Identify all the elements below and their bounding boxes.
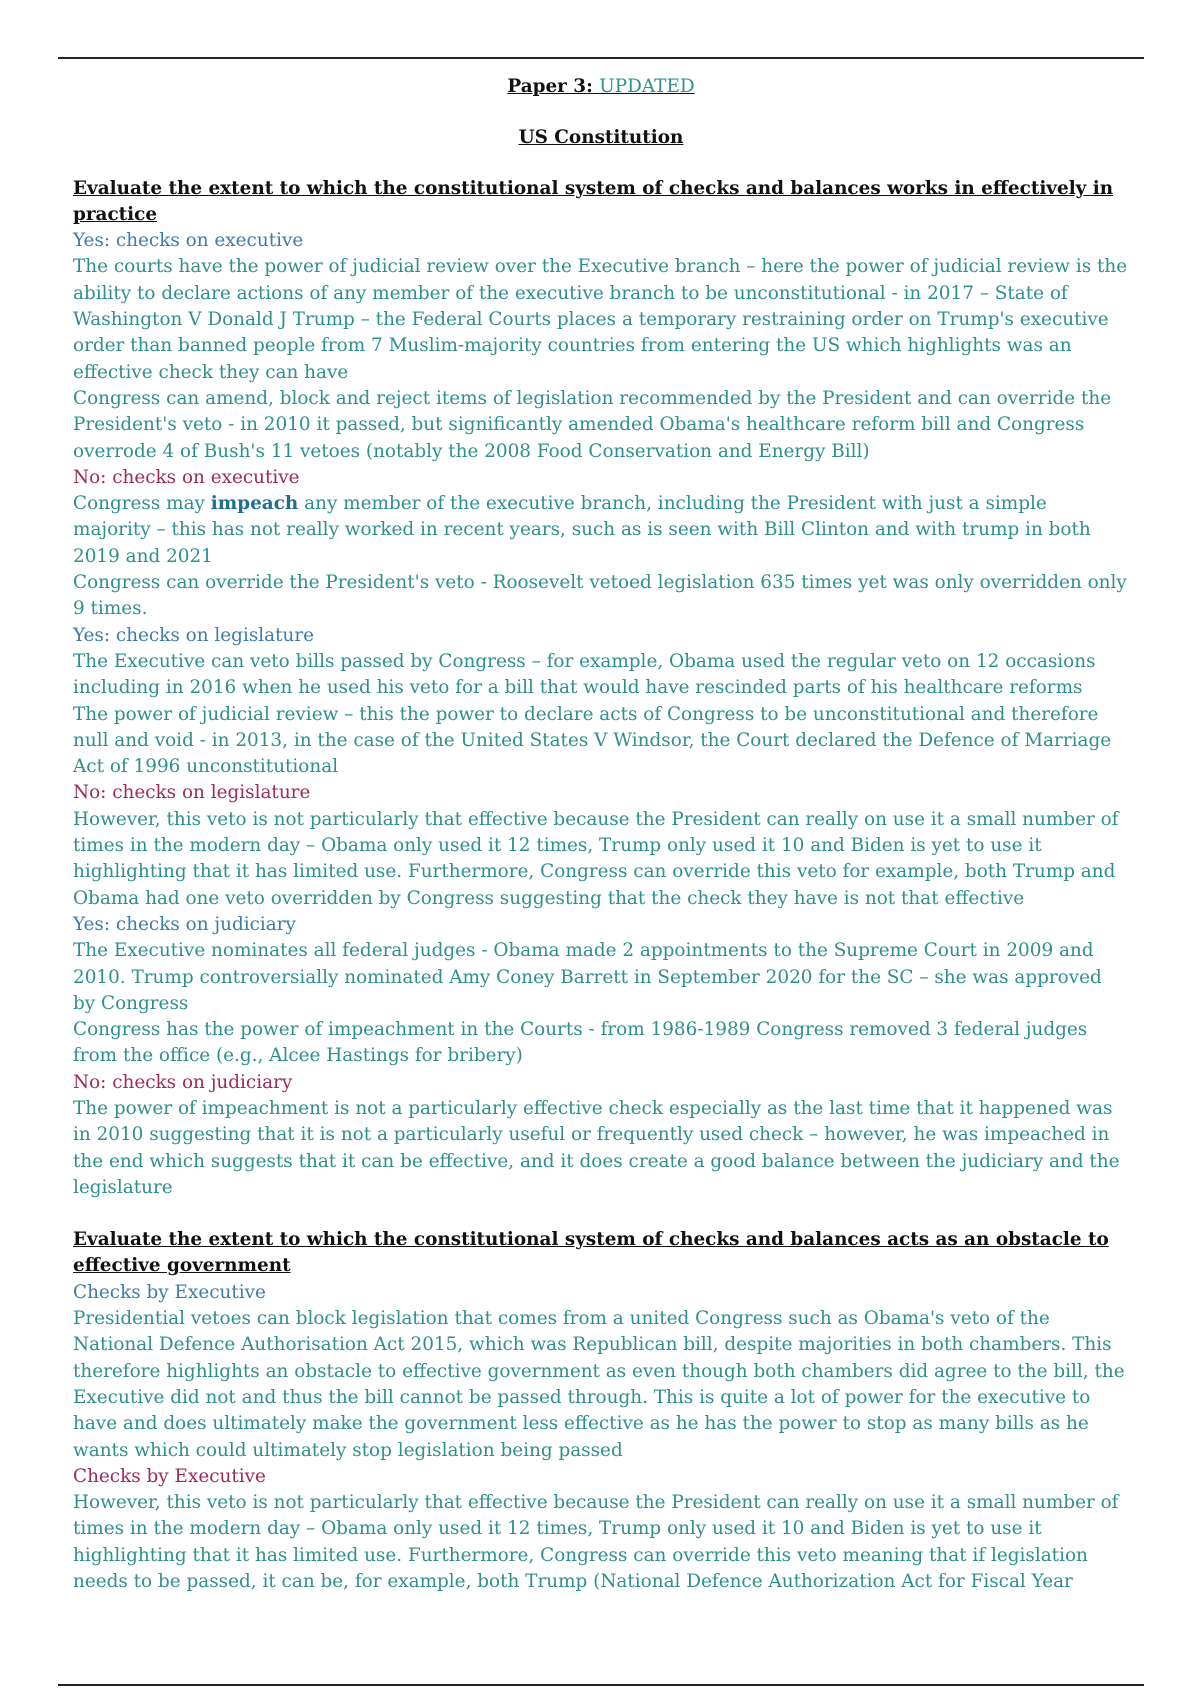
checks-by-exec-paragraph-1: Presidential vetoes can block legislation that comes from a united Congress such as Obama's veto of the National Defence Authorisation Act 2015, which was Republican bill, despite majorities in both chambers. This therefore highlights an obstacle to effective government as even though both chambers did agree to the bill, the Executive did not and thus the bill cannot be passed through. This is quite a lot of power for the executive to have and does ultimately make the government less effective as he has the power to stop as many bills as he wants which could ultimately stop legislation being passed [73,1308,1125,1461]
bottom-rule [58,1684,1144,1686]
yes-leg-paragraph-1: The Executive can veto bills passed by Congress – for example, Obama used the regular veto on 12 occasions including in 2016 when he used his veto for a bill that would have rescinded parts of his healthcare reforms [73,650,1096,699]
no-exec-label: No: checks on executive [73,466,300,488]
no-leg-label: No: checks on legislature [73,782,311,804]
page-subtitle: US Constitution [518,127,684,149]
paper-label: Paper 3: [507,76,593,97]
yes-exec-paragraph-2: Congress can amend, block and reject items of legislation recommended by the President and can override the President's veto - in 2010 it passed, but significantly amended Obama's healthcare reform bill and Congress overrode 4 of Bush's 11 vetoes (notably the 2008 Food Conservation and Energy Bill) [73,387,1112,462]
yes-exec-label: Yes: checks on executive [73,230,304,252]
impeach-keyword: impeach [210,493,299,515]
no-exec-paragraph-1 [73,491,1129,570]
top-rule [58,57,1144,59]
no-leg-paragraph-1: However, this veto is not particularly that effective because the President can really on use it a small number of times in the modern day – Obama only used it 12 times, Trump only used it 10 and Biden is yet to use it highlighting that it has limited use. Furthermore, Congress can override this veto for example, both Trump and Obama had one veto overridden by Congress suggesting that the check they have is not that effective [73,808,1119,909]
page-title [73,74,1129,100]
section2-heading: Evaluate the extent to which the constitutional system of checks and balances acts as an obstacle to effective government [73,1229,1109,1277]
no-exec-p1-after: any member of the executive branch, including the President with just a simple majority – this has not really worked in recent years, such as is seen with Bill Clinton and with trump in both 2019 and 2021 [73,493,1091,567]
yes-jud-paragraph-2: Congress has the power of impeachment in the Courts - from 1986-1989 Congress removed 3 federal judges from the office (e.g., Alcee Hastings for bribery) [73,1019,1088,1067]
no-exec-paragraph-2: Congress can override the President's veto - Roosevelt vetoed legislation 635 times yet was only overridden only 9 times. [73,572,1127,620]
checks-by-exec-paragraph-2: However, this veto is not particularly that effective because the President can really on use it a small number of times in the modern day – Obama only used it 12 times, Trump only used it 10 and Biden is yet to use it highlighting that it has limited use. Furthermore, Congress can override this veto meaning that if legislation needs to be passed, it can be, for example, both Trump (National Defence Authorization Act for Fiscal Year [73,1492,1119,1593]
yes-jud-paragraph-1: The Executive nominates all federal judges - Obama made 2 appointments to the Supreme Court in 2009 and 2010. Trump controversially nominated Amy Coney Barrett in September 2020 for the SC – she was approved by Congress [73,940,1102,1014]
yes-leg-paragraph-2: The power of judicial review – this the power to declare acts of Congress to be unconstitutional and therefore null and void - in 2013, in the case of the United States V Windsor, the Court declared the Defence of Marriage Act of 1996 unconstitutional [73,703,1112,778]
document-content [73,74,1129,1595]
yes-leg-label: Yes: checks on legislature [73,624,315,646]
no-jud-label: No: checks on judiciary [73,1071,293,1093]
checks-by-exec-label-2: Checks by Executive [73,1465,266,1487]
updated-label: UPDATED [599,76,695,97]
yes-exec-paragraph-1: The courts have the power of judicial review over the Executive branch – here the power of judicial review is the ability to declare actions of any member of the executive branch to be unconstitutional - in 2017 – State of Washington V Donald J Trump – the Federal Courts places a temporary restraining order on Trump's executive order than banned people from 7 Muslim-majority countries from entering the US which highlights was an effective check they can have [73,256,1128,383]
no-jud-paragraph-1: The power of impeachment is not a particularly effective check especially as the last time that it happened was in 2010 suggesting that it is not a particularly useful or frequently used check – however, he was impeached in the end which suggests that it can be effective, and it does create a good balance between the judiciary and the legislature [73,1097,1120,1198]
no-exec-p1-before: Congress may [73,493,211,515]
section1-heading: Evaluate the extent to which the constitutional system of checks and balances works in effectively in practice [73,177,1114,225]
yes-jud-label: Yes: checks on judiciary [73,913,296,935]
checks-by-exec-label-1: Checks by Executive [73,1281,266,1303]
